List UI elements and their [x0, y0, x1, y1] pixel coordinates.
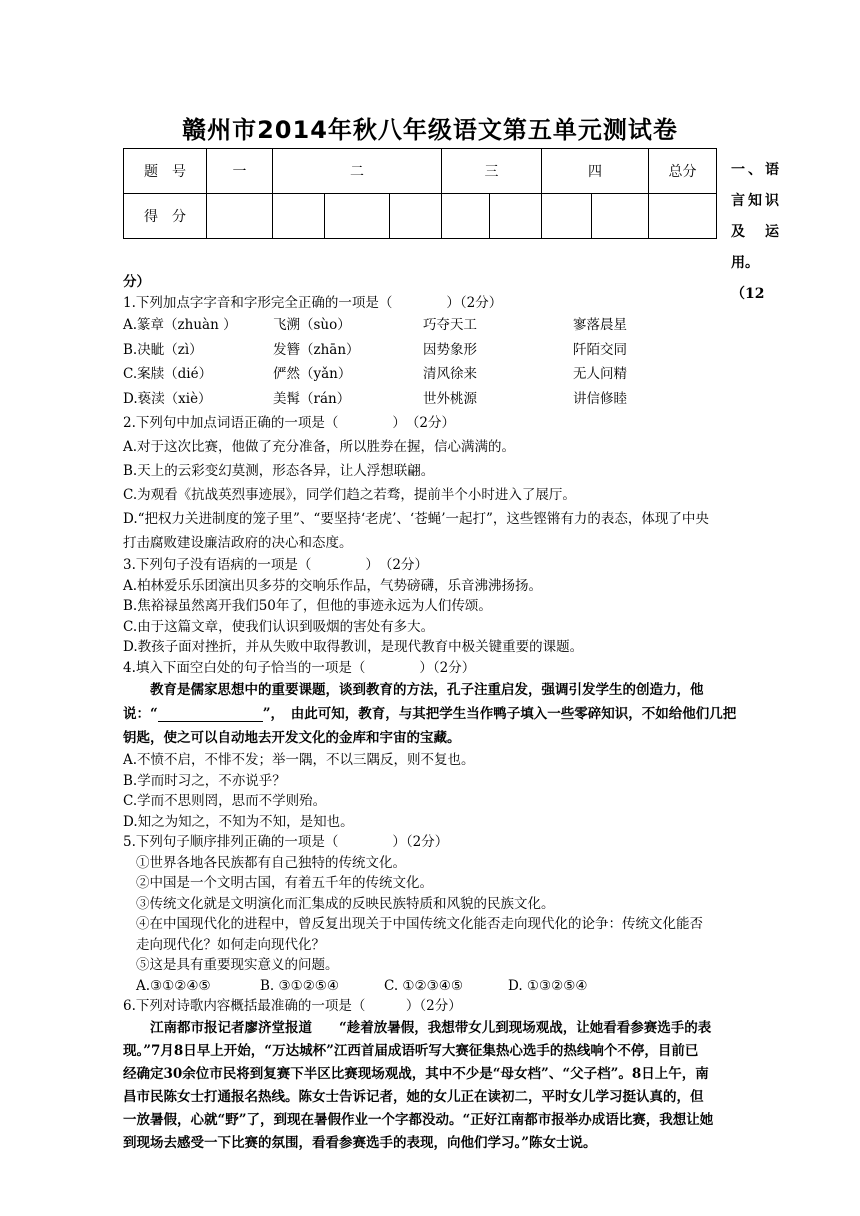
score-row-label: 得 分	[124, 194, 207, 239]
q4-stem: 4.填入下面空白处的句子恰当的一项是（ ）（2分）	[123, 659, 476, 676]
q4-answer-blank[interactable]	[158, 707, 263, 722]
q3-option-b: B.焦裕禄虽然离开我们50年了，但他的事迹永远为人们传颂。	[123, 598, 492, 614]
q6-passage-4: 昌市民陈女士打通报名热线。陈女士告诉记者，她的女儿正在读初二，平时女儿学习挺认真的，但	[123, 1088, 704, 1105]
q5-sentence-3: ③传统文化就是文明演化而汇集成的反映民族特质和风貌的民族文化。	[136, 895, 555, 912]
page-title: 赣州市2014年秋八年级语文第五单元测试卷	[182, 116, 678, 144]
q2-option-d-cont: 打击腐败建设廉洁政府的决心和态度。	[123, 535, 353, 551]
section1-heading-tail: 分）	[123, 274, 150, 290]
q6-passage-3: 经确定30余位市民将到复赛下半区比赛现场观战，其中不少是“母女档”、“父子档”。8日上午，南	[123, 1065, 709, 1082]
q6-passage-1: 江南都市报记者廖济堂报道 “趁着放暑假，我想带女儿到现场观战，让她看看参赛选手的表	[150, 1019, 712, 1036]
score-cell[interactable]	[207, 194, 273, 239]
score-cell[interactable]	[542, 194, 592, 239]
q3-stem: 3.下列句子没有语病的一项是（ ） （2分）	[123, 557, 428, 573]
q2-option-b: B.天上的云彩变幻莫测，形态各异，让人浮想联翩。	[123, 463, 435, 479]
q4-passage-3: 钥匙，使之可以自动地去开发文化的金库和宇宙的宝藏。	[123, 730, 461, 746]
q1-option-d: D.亵渎（xiè） 美髯（rán） 世外桃源 讲信修睦	[123, 390, 627, 407]
q4-passage-1: 教育是儒家思想中的重要课题，谈到教育的方法，孔子注重启发，强调引发学生的创造力，他	[150, 682, 704, 698]
q3-option-d: D.教孩子面对挫折，并从失败中取得教训，是现代教育中极关键重要的课题。	[123, 639, 584, 655]
q5-sentence-1: ①世界各地各民族都有自己独特的传统文化。	[136, 854, 406, 871]
q5-stem: 5.下列句子顺序排列正确的一项是（ ）（2分）	[123, 834, 449, 850]
q5-sentence-4: ④在中国现代化的进程中，曾反复出现关于中国传统文化能否走向现代化的论争：传统文化能否	[136, 916, 703, 932]
q5-option-d: D. ①③②⑤④	[508, 977, 588, 994]
q5-sentence-4-cont: 走向现代化？如何走向现代化？	[136, 936, 325, 953]
score-cell[interactable]	[390, 194, 442, 239]
score-cell[interactable]	[442, 194, 490, 239]
q4-option-b: B.学而时习之，不亦说乎？	[123, 772, 286, 789]
score-cell[interactable]	[325, 194, 390, 239]
score-cell[interactable]	[649, 194, 717, 239]
q2-option-a: A.对于这次比赛，他做了充分准备，所以胜券在握，信心满满的。	[123, 439, 516, 455]
q6-passage-5: 一放暑假，心就“野”了，到现在暑假作业一个字都没动。“正好江南都市报举办成语比赛，我想让她	[123, 1111, 714, 1128]
q5-sentence-2: ②中国是一个文明古国，有着五千年的传统文化。	[136, 875, 433, 891]
q5-sentence-5: ⑤这是具有重要现实意义的问题。	[136, 957, 339, 973]
score-header-2: 二	[273, 149, 442, 194]
q5-option-b: B. ③①②⑤④	[260, 977, 340, 994]
score-cell[interactable]	[592, 194, 649, 239]
q5-options	[123, 976, 783, 997]
q6-passage-6: 到现场去感受一下比赛的氛围，看看参赛选手的表现，向他们学习。”陈女士说。	[123, 1134, 597, 1151]
question-content	[123, 272, 783, 1155]
score-header-label: 题 号	[124, 149, 207, 194]
q1-option-b: B.决眦（zì） 发簪（zhān） 因势象形 阡陌交同	[123, 341, 627, 358]
q4-option-a: A.不愤不启，不悱不发；举一隅，不以三隅反，则不复也。	[123, 752, 475, 768]
q2-option-d: D.“把权力关进制度的笼子里”、“要坚持‘老虎’、‘苍蝇’一起打”，这些铿锵有力的表态，体现了中央	[123, 511, 709, 527]
score-header-3: 三	[442, 149, 542, 194]
score-header-total: 总分	[649, 149, 717, 194]
q6-stem: 6.下列对诗歌内容概括最准确的一项是（ ）（2分）	[123, 998, 462, 1014]
q5-option-a: A.③①②④⑤	[136, 977, 211, 994]
score-cell[interactable]	[490, 194, 542, 239]
q3-option-c: C.由于这篇文章，使我们认识到吸烟的害处有多大。	[123, 618, 435, 635]
q1-option-c: C.案牍（dié） 俨然（yǎn） 清风徐来 无人问精	[123, 366, 627, 382]
q3-option-a: A.柏林爱乐乐团演出贝多芬的交响乐作品，气势磅礴，乐音沸沸扬扬。	[123, 577, 543, 594]
score-header-1: 一	[207, 149, 273, 194]
q2-option-c: C.为观看《抗战英烈事迹展》，同学们趋之若骛，提前半个小时进入了展厅。	[123, 487, 576, 503]
q2-stem: 2.下列句中加点词语正确的一项是（ ） （2分）	[123, 415, 455, 431]
score-cell[interactable]	[273, 194, 325, 239]
q4-option-c: C.学而不思则罔，思而不学则殆。	[123, 793, 327, 809]
q4-passage-2: 说：“ ”， 由此可知，教育，与其把学生当作鸭子填入一些零碎知识，不如给他们几把	[123, 706, 737, 722]
q4-option-d: D.知之为知之，不知为不知，是知也。	[123, 813, 354, 830]
section1-heading: 一 、 语 言 知 识 及 运 用。（12	[731, 162, 779, 302]
score-table	[123, 148, 717, 239]
q6-passage-2: 现。”7月8日早上开始，“万达城杯”江西首届成语听写大赛征集热心选手的热线响个不停，目前已	[123, 1042, 699, 1059]
q1-stem: 1.下列加点字字音和字形完全正确的一项是（ ）（2分）	[123, 294, 503, 311]
q1-option-a: A.篆章（zhuàn ） 飞溯（sùo） 巧夺天工 寥落晨星	[123, 317, 627, 333]
score-header-4: 四	[542, 149, 649, 194]
q5-option-c: C. ①②③④⑤	[384, 977, 463, 994]
